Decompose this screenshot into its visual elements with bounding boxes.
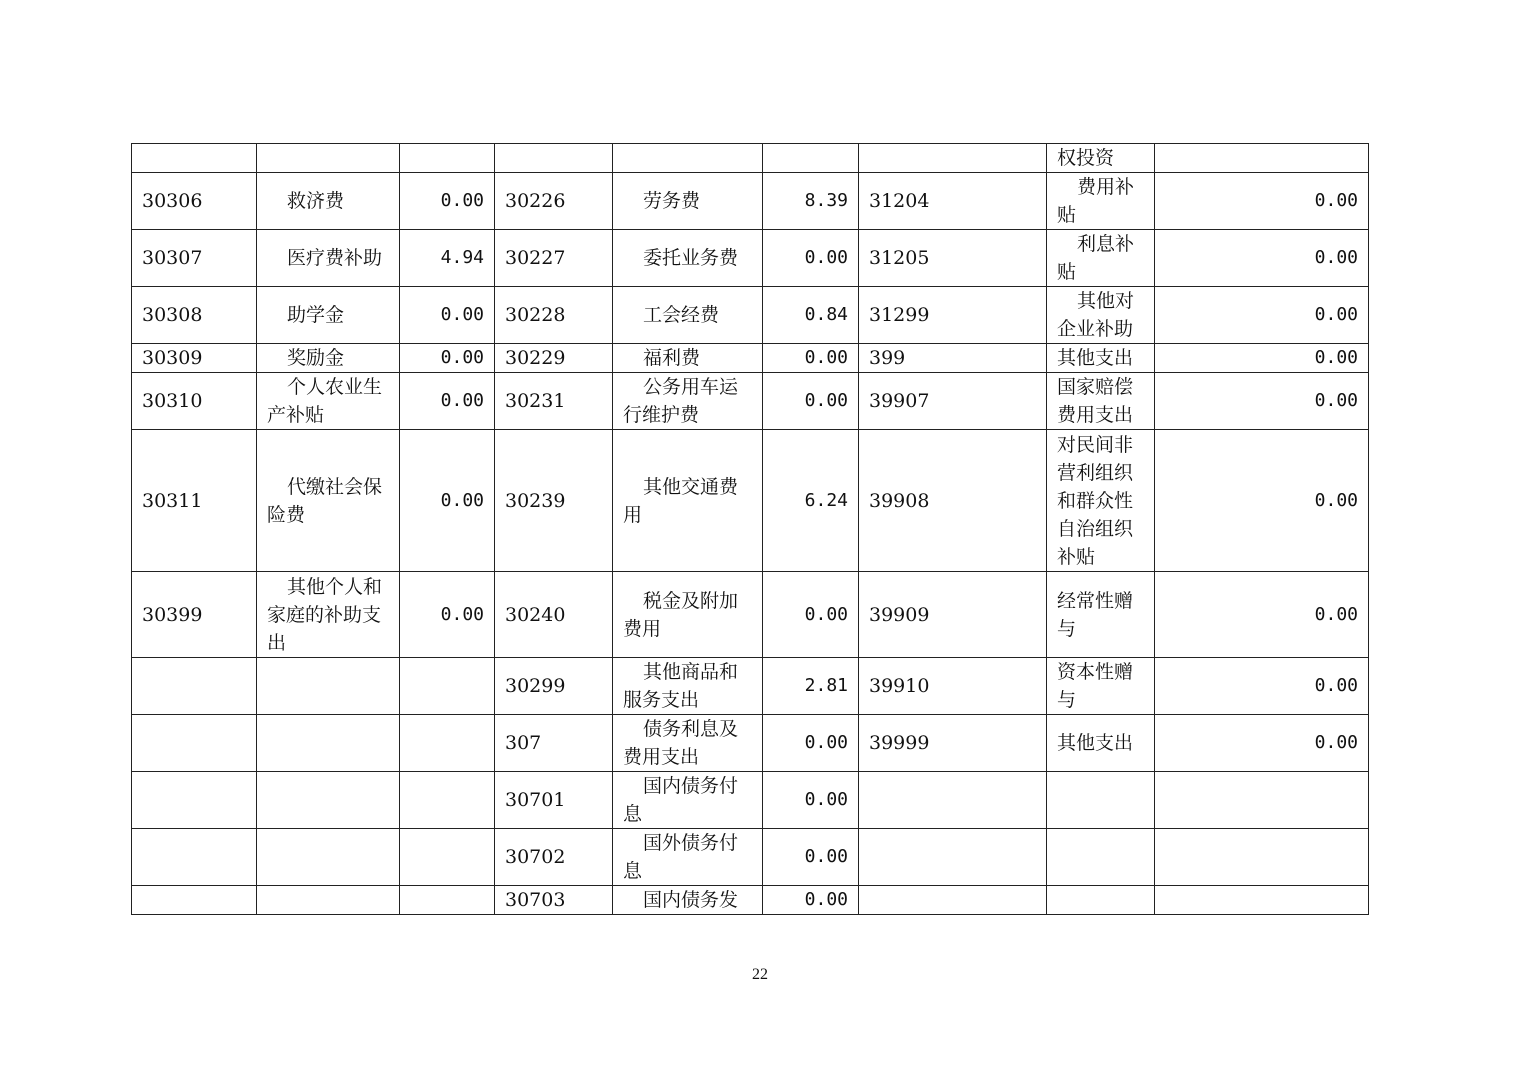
cell-name-a — [257, 829, 400, 886]
cell-amount-c: 0.00 — [1155, 287, 1369, 344]
cell-code-a — [132, 829, 257, 886]
cell-name-c — [1047, 886, 1155, 915]
cell-name-c: 费用补贴 — [1047, 173, 1155, 230]
cell-name-a — [257, 658, 400, 715]
table-row — [132, 144, 1369, 173]
cell-amount-c: 0.00 — [1155, 430, 1369, 572]
cell-amount-a: 0.00 — [400, 373, 495, 430]
cell-name-b: 国外债务付息 — [613, 829, 763, 886]
cell-code-b: 30239 — [495, 430, 613, 572]
cell-amount-a: 0.00 — [400, 173, 495, 230]
cell-amount-b — [763, 144, 859, 173]
cell-name-a: 其他个人和家庭的补助支出 — [257, 572, 400, 658]
cell-code-a: 30309 — [132, 344, 257, 373]
cell-code-a: 30307 — [132, 230, 257, 287]
cell-amount-b: 0.00 — [763, 772, 859, 829]
cell-code-c: 39908 — [859, 430, 1047, 572]
cell-code-c: 31299 — [859, 287, 1047, 344]
cell-code-b: 30228 — [495, 287, 613, 344]
cell-name-a — [257, 144, 400, 173]
page-number: 22 — [752, 966, 768, 983]
cell-name-b: 公务用车运行维护费 — [613, 373, 763, 430]
cell-name-c: 经常性赠与 — [1047, 572, 1155, 658]
cell-name-a: 奖励金 — [257, 344, 400, 373]
table-row — [132, 230, 1369, 287]
cell-code-a — [132, 886, 257, 915]
cell-amount-c: 0.00 — [1155, 344, 1369, 373]
cell-name-b: 其他商品和服务支出 — [613, 658, 763, 715]
cell-amount-b: 0.84 — [763, 287, 859, 344]
cell-amount-c: 0.00 — [1155, 373, 1369, 430]
cell-code-b: 307 — [495, 715, 613, 772]
table-row — [132, 772, 1369, 829]
cell-amount-c — [1155, 772, 1369, 829]
cell-name-c: 权投资 — [1047, 144, 1155, 173]
cell-name-b: 劳务费 — [613, 173, 763, 230]
cell-code-c: 39909 — [859, 572, 1047, 658]
cell-name-b: 税金及附加费用 — [613, 572, 763, 658]
cell-amount-b: 0.00 — [763, 715, 859, 772]
cell-amount-c: 0.00 — [1155, 572, 1369, 658]
cell-code-b: 30226 — [495, 173, 613, 230]
table-row — [132, 373, 1369, 430]
cell-code-c: 31205 — [859, 230, 1047, 287]
cell-amount-a: 0.00 — [400, 344, 495, 373]
cell-amount-b: 6.24 — [763, 430, 859, 572]
cell-amount-a — [400, 829, 495, 886]
cell-amount-a: 0.00 — [400, 572, 495, 658]
table-body — [132, 144, 1369, 915]
cell-amount-a — [400, 658, 495, 715]
cell-code-b: 30299 — [495, 658, 613, 715]
cell-code-a — [132, 715, 257, 772]
cell-name-c: 其他支出 — [1047, 715, 1155, 772]
cell-amount-c: 0.00 — [1155, 230, 1369, 287]
cell-name-a: 助学金 — [257, 287, 400, 344]
cell-name-b: 福利费 — [613, 344, 763, 373]
table-row — [132, 430, 1369, 572]
cell-amount-b: 0.00 — [763, 886, 859, 915]
cell-code-b: 30702 — [495, 829, 613, 886]
cell-code-b: 30703 — [495, 886, 613, 915]
cell-name-a: 个人农业生产补贴 — [257, 373, 400, 430]
cell-amount-b: 0.00 — [763, 230, 859, 287]
cell-code-c: 39910 — [859, 658, 1047, 715]
cell-code-b: 30231 — [495, 373, 613, 430]
table-row — [132, 886, 1369, 915]
cell-name-c: 国家赔偿费用支出 — [1047, 373, 1155, 430]
cell-code-c: 39907 — [859, 373, 1047, 430]
cell-name-b: 国内债务付息 — [613, 772, 763, 829]
cell-name-c — [1047, 772, 1155, 829]
cell-amount-c: 0.00 — [1155, 173, 1369, 230]
cell-amount-a: 0.00 — [400, 287, 495, 344]
cell-code-c — [859, 829, 1047, 886]
cell-amount-c: 0.00 — [1155, 715, 1369, 772]
cell-code-a: 30310 — [132, 373, 257, 430]
cell-amount-b: 0.00 — [763, 572, 859, 658]
table-row — [132, 572, 1369, 658]
table-row — [132, 287, 1369, 344]
cell-amount-a: 4.94 — [400, 230, 495, 287]
cell-name-b: 委托业务费 — [613, 230, 763, 287]
cell-name-b — [613, 144, 763, 173]
cell-name-c: 资本性赠与 — [1047, 658, 1155, 715]
table-row — [132, 344, 1369, 373]
cell-amount-c: 0.00 — [1155, 658, 1369, 715]
cell-name-a: 救济费 — [257, 173, 400, 230]
cell-code-c — [859, 886, 1047, 915]
cell-code-b: 30701 — [495, 772, 613, 829]
cell-name-a: 医疗费补助 — [257, 230, 400, 287]
cell-code-c — [859, 772, 1047, 829]
cell-amount-a: 0.00 — [400, 430, 495, 572]
cell-code-c: 399 — [859, 344, 1047, 373]
cell-name-b: 国内债务发 — [613, 886, 763, 915]
cell-code-a: 30311 — [132, 430, 257, 572]
cell-name-c: 对民间非营利组织和群众性自治组织补贴 — [1047, 430, 1155, 572]
table-row — [132, 829, 1369, 886]
cell-name-b: 工会经费 — [613, 287, 763, 344]
cell-amount-c — [1155, 144, 1369, 173]
cell-code-a — [132, 144, 257, 173]
cell-amount-a — [400, 772, 495, 829]
cell-code-b: 30240 — [495, 572, 613, 658]
cell-code-a: 30308 — [132, 287, 257, 344]
cell-code-c: 31204 — [859, 173, 1047, 230]
cell-amount-a — [400, 144, 495, 173]
cell-amount-b: 0.00 — [763, 829, 859, 886]
cell-amount-a — [400, 715, 495, 772]
cell-code-a — [132, 658, 257, 715]
cell-name-c: 其他对企业补助 — [1047, 287, 1155, 344]
cell-amount-a — [400, 886, 495, 915]
cell-code-b: 30229 — [495, 344, 613, 373]
cell-name-a: 代缴社会保险费 — [257, 430, 400, 572]
cell-name-c: 其他支出 — [1047, 344, 1155, 373]
cell-code-a — [132, 772, 257, 829]
cell-code-b — [495, 144, 613, 173]
cell-name-c: 利息补贴 — [1047, 230, 1155, 287]
cell-code-a: 30306 — [132, 173, 257, 230]
cell-code-a: 30399 — [132, 572, 257, 658]
cell-amount-b: 0.00 — [763, 344, 859, 373]
cell-amount-b: 2.81 — [763, 658, 859, 715]
table-row — [132, 658, 1369, 715]
cell-name-b: 其他交通费用 — [613, 430, 763, 572]
cell-code-c — [859, 144, 1047, 173]
cell-amount-b: 8.39 — [763, 173, 859, 230]
cell-name-b: 债务利息及费用支出 — [613, 715, 763, 772]
budget-table — [131, 143, 1369, 915]
cell-amount-c — [1155, 886, 1369, 915]
cell-code-c: 39999 — [859, 715, 1047, 772]
cell-name-c — [1047, 829, 1155, 886]
table-row — [132, 715, 1369, 772]
cell-name-a — [257, 772, 400, 829]
cell-name-a — [257, 715, 400, 772]
cell-amount-c — [1155, 829, 1369, 886]
cell-code-b: 30227 — [495, 230, 613, 287]
cell-amount-b: 0.00 — [763, 373, 859, 430]
cell-name-a — [257, 886, 400, 915]
table-row — [132, 173, 1369, 230]
